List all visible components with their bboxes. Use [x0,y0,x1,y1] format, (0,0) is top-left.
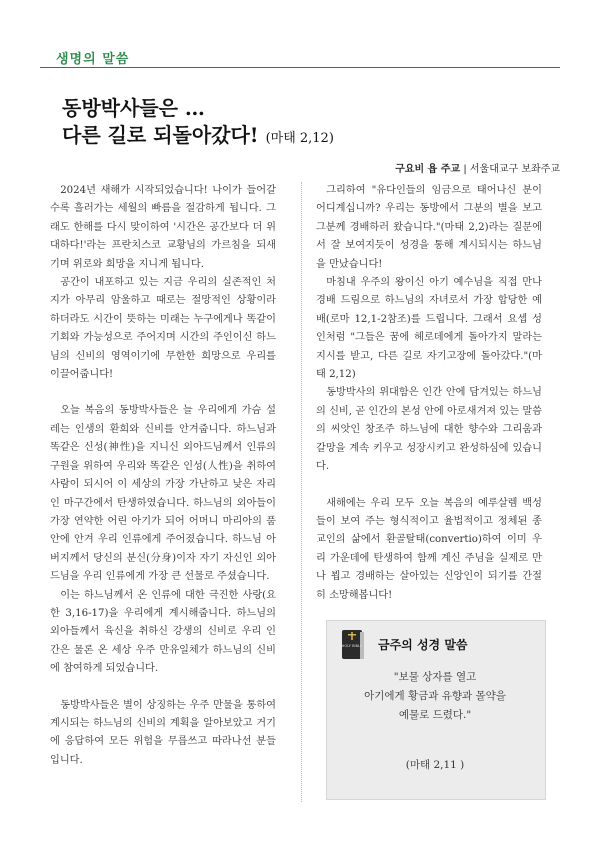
verse-line: 아기에게 황금과 유향과 몰약을 [364,690,506,702]
article-title [62,95,334,152]
paragraph: 오늘 복음의 동방박사들은 늘 우리에게 가슴 설레는 인생의 환희와 신비를 안겨줍니다. 하느님과 똑같은 신성(神性)을 지니신 외아드님께서 인류의 구원을 위하여 우리와 똑같은 인성(人性)을 취하여 사람이 되시어 이 세상의 가장 가난하고 낮은 자리인 마구간에서 탄생하였습니다. 하느님의 외아들이 가장 연약한 어린 아기가 되어 어머니 마리아의 품 안에 안겨 우리 인류에게 주어졌습니다. 하느님 아버지께서 당신의 분신(分身)이자 자기 자신인 외아드님을 우리 인류에게 가장 큰 선물로 주셨습니다. [50,405,276,583]
column-divider [301,182,302,802]
header-rule [40,67,560,68]
byline [395,160,560,175]
verse-reference: (마태 2,11 ) [405,759,465,771]
byline-separator: | [463,164,467,175]
title-line-1: 동방박사들은 … [62,96,205,120]
paragraph: 공간이 내포하고 있는 지금 우리의 실존적인 처지가 아무리 암울하고 때로는 절망적인 상황이라 하더라도 시간이 뜻하는 미래는 누구에게나 똑같이 기회와 가능성으로 주어지며 시간의 주인이신 하느님의 신비의 영역이기에 무한한 희망으로 우리를 이끌어줍니다! [50,277,276,381]
verse-line: "보물 상자를 열고 [393,671,477,683]
paragraph: 동방박사들은 별이 상징하는 우주 만물을 통하여 계시되는 하느님의 신비의 계획을 알아보았고 거기에 응답하여 모든 위험을 무릅쓰고 따라나선 분들입니다. [50,699,276,766]
author-role: 서울대교구 보좌주교 [469,164,560,175]
title-line-2-text: 다른 길로 되돌아갔다! [62,123,259,147]
bible-icon [340,628,366,662]
paragraph: 새해에는 우리 모두 오늘 복음의 예루살렘 백성들이 보여 주는 형식적이고 율법적이고 정체된 종교인의 삶에서 환골탈태(convertio)하여 이미 우리 가운데에 탄생하여 함께 계신 주님을 실제로 만나 뵙고 경배하는 살아있는 신앙인이 되기를 간절히 소망해봅니다! [316,497,542,601]
title-reference: (마태 2,12) [265,131,334,146]
paragraph: 그리하여 "유다인들의 임금으로 태어나신 분이 어디계십니까? 우리는 동방에서 그분의 별을 보고 그분께 경배하러 왔습니다."(마태 2,2)라는 질문에서 잘 보여지듯이 성경을 통해 계시되시는 하느님을 만났습니다! [316,185,542,270]
left-column [50,182,276,770]
verse-line: 예물로 드렸다." [398,709,472,721]
paragraph: 동방박사의 위대함은 인간 안에 담겨있는 하느님의 신비, 곧 인간의 본성 안에 아로새겨져 있는 말씀의 씨앗인 창조주 하느님에 대한 향수와 그리움과 갈망을 계속 키우고 성장시키고 완성하심에 있습니다. [316,387,542,473]
paragraph: 마침내 우주의 왕이신 아기 예수님을 직접 만나 경배 드림으로 하느님의 자녀로서 가장 합당한 예배(로마 12,1-2참조)를 드립니다. 그래서 요셉 성인처럼 "그들은 꿈에 헤로데에게 돌아가지 말라는 지시를 받고, 다른 길로 자기고장에 돌아갔다."(마태 2,12) [316,277,542,381]
right-column [316,182,542,605]
title-line-2 [62,122,334,152]
section-title: 생명의 말씀 [56,52,130,67]
svg-text:HOLY BIBLE: HOLY BIBLE [341,644,363,648]
author-name: 구요비 욥 주교 [395,164,461,175]
verse-text [326,668,544,725]
paragraph: 이는 하느님께서 온 인류에 대한 극진한 사랑(요한 3,16-17)을 우리에게 계시해줍니다. 하느님의 외아들께서 육신을 취하신 강생의 신비로 우리 인간은 물론 온 세상 우주 만유일체가 하느님의 신비에 참여하게 되었습니다. [50,589,276,675]
verse-box-title: 금주의 성경 말씀 [378,638,468,652]
paragraph: 2024년 새해가 시작되었습니다! 나이가 들어갈수록 흘러가는 세월의 빠름을 절감하게 됩니다. 그래도 한해를 다시 맞이하여 '시간은 공간보다 더 위대하다!'라는 프란치스코 교황님의 가르침을 되새기며 위로와 희망을 지니게 됩니다. [50,185,276,270]
